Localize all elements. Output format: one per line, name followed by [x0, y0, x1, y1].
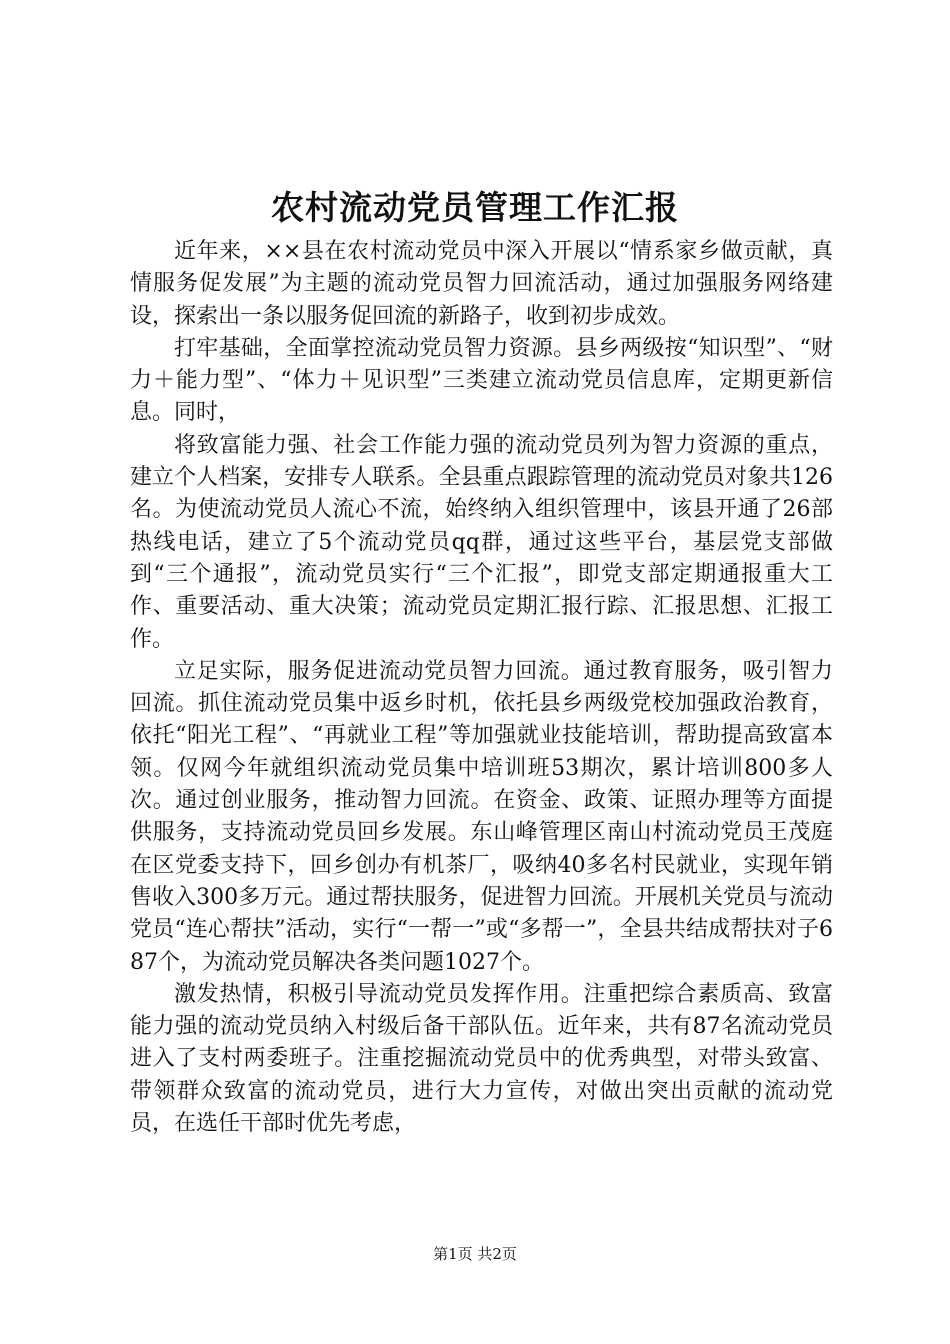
paragraph-intro: 近年来，××县在农村流动党员中深入开展以“情系家乡做贡献，真情服务促发展”为主题的流动党员智力回流活动，通过加强服务网络建设，探索出一条以服务促回流的新路子，收到初步成效。 [130, 239, 833, 329]
paragraph-enthusiasm: 激发热情，积极引导流动党员发挥作用。注重把综合素质高、致富能力强的流动党员纳入村级后备干部队伍。近年来，共有87名流动党员进入了支村两委班子。注重挖掘流动党员中的优秀典型，对带头致富、带领群众致富的流动党员，进行大力宣传，对做出突出贡献的流动党员，在选任干部时优先考虑， [130, 981, 833, 1137]
document-title: 农村流动党员管理工作汇报 [271, 188, 679, 227]
paragraph-services: 立足实际，服务促进流动党员智力回流。通过教育服务，吸引智力回流。抓住流动党员集中返乡时机，依托县乡两级党校加强政治教育，依托“阳光工程”、“再就业工程”等加强就业技能培训，帮助提高致富本领。仅网今年就组织流动党员集中培训班53期次，累计培训800多人次。通过创业服务，推动智力回流。在资金、政策、证照办理等方面提供服务，支持流动党员回乡发展。东山峰管理区南山村流动党员王茂庭在区党委支持下，回乡创办有机茶厂，吸纳40多名村民就业，实现年销售收入300多万元。通过帮扶服务，促进智力回流。开展机关党员与流动党员“连心帮扶”活动，实行“一帮一”或“多帮一”，全县共结成帮扶对子687个，为流动党员解决各类问题1027个。 [130, 658, 833, 975]
document-body [130, 236, 833, 1140]
paragraph-foundation: 打牢基础，全面掌控流动党员智力资源。县乡两级按“知识型”、“财力＋能力型”、“体力＋见识型”三类建立流动党员信息库，定期更新信息。同时， [130, 335, 833, 426]
paragraph-resources: 将致富能力强、社会工作能力强的流动党员列为智力资源的重点，建立个人档案，安排专人联系。全县重点跟踪管理的流动党员对象共126名。为使流动党员人流心不流，始终纳入组织管理中，该县开通了26部热线电话，建立了5个流动党员qq群，通过这些平台，基层党支部做到“三个通报”，流动党员实行“三个汇报”，即党支部定期通报重大工作、重要活动、重大决策；流动党员定期汇报行踪、汇报思想、汇报工作。 [130, 432, 833, 652]
page-number-footer: 第1页 共2页 [433, 1245, 517, 1263]
